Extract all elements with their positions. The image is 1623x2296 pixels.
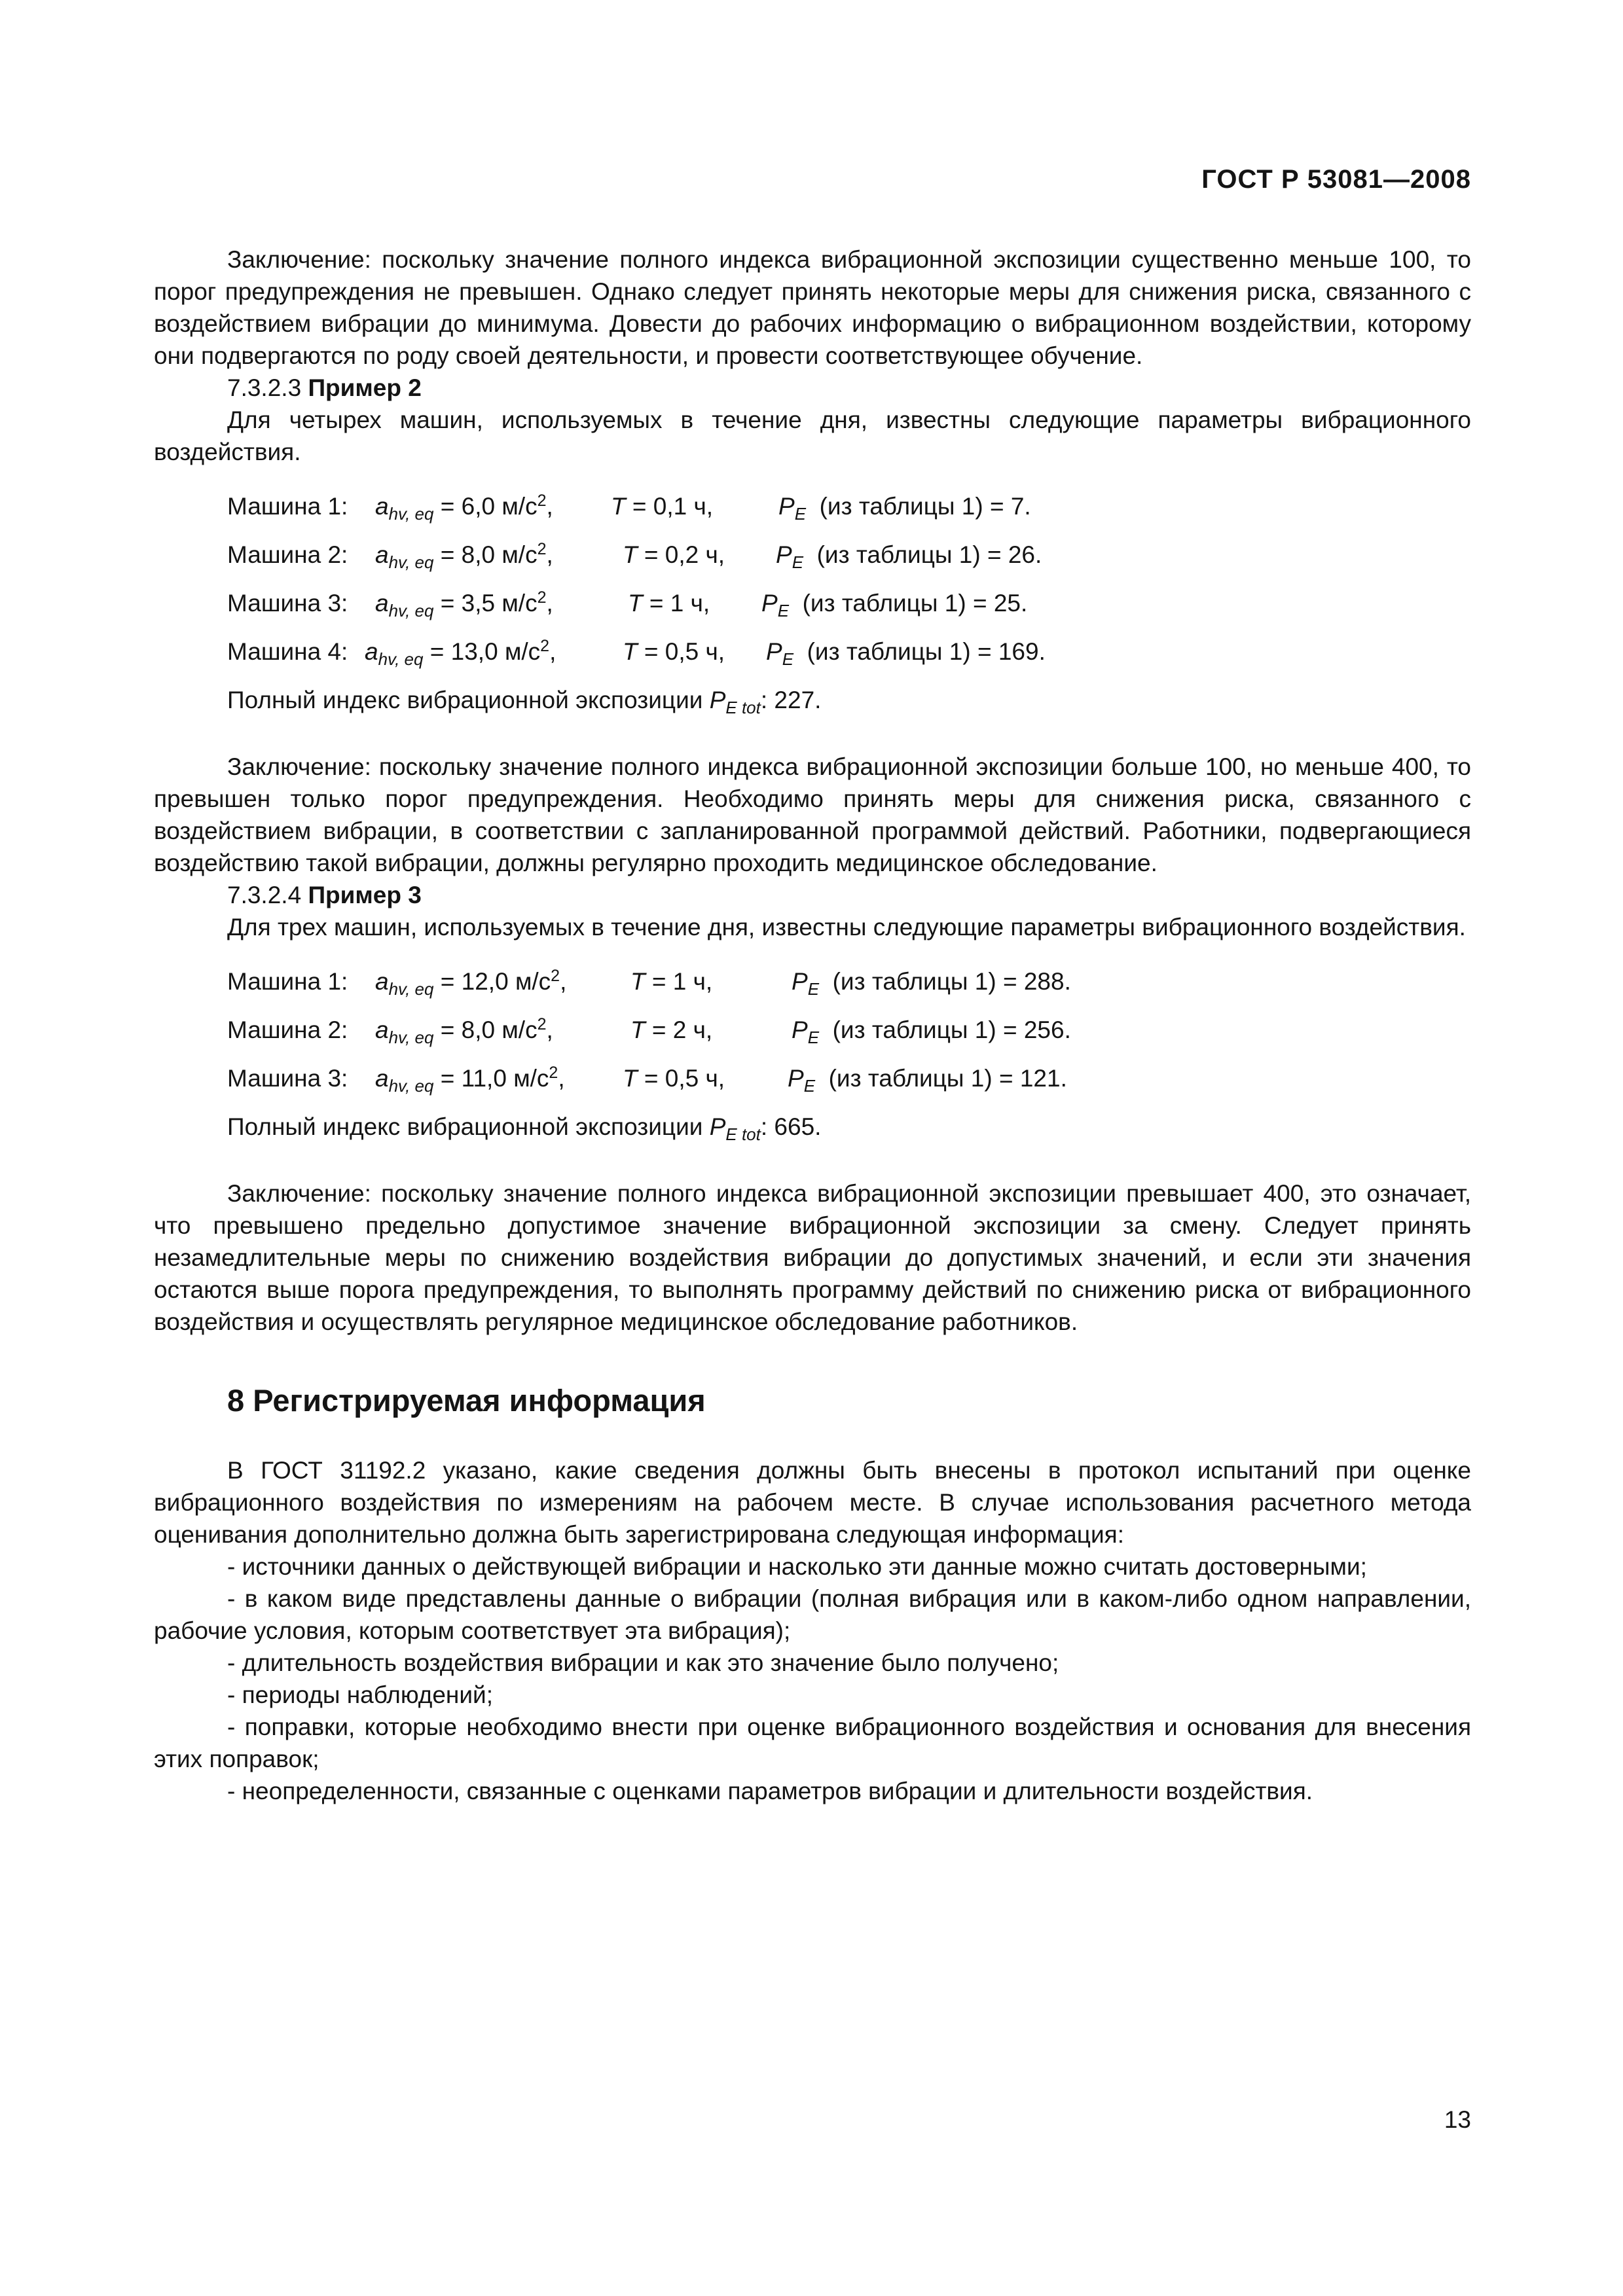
example-2-machine-row	[227, 482, 1471, 531]
example-2-machine-row	[227, 579, 1471, 628]
example-2-total-index: Полный индекс вибрационной экспозиции $P_{E tot}$: 227.	[227, 687, 822, 717]
acceleration-value: $a_{hv, eq} = 11,0$ $м/с^2$,	[375, 1064, 565, 1096]
machine-label: Машина 1:	[227, 493, 348, 520]
section-8-list-item: - источники данных о действующей вибрации и насколько эти данные можно считать достоверными;	[227, 1553, 1367, 1580]
acceleration-value: $a_{hv, eq} = 13,0$ $м/с^2$,	[365, 637, 556, 669]
acceleration-value: $a_{hv, eq} = 8,0$ $м/с^2$,	[375, 540, 553, 572]
example-2-title: Пример 2	[308, 374, 422, 401]
section-8-list-item: - поправки, которые необходимо внести при оценке вибрационного воздействия и основания для внесения этих поправок;	[154, 1713, 1471, 1772]
exposure-points: $P_E$ (из таблицы 1) = 256.	[792, 1016, 1071, 1047]
conclusion-paragraph-1: Заключение: поскольку значение полного индекса вибрационной экспозиции существенно меньше 100, то порог предупреждения не превышен. Однако следует принять некоторые меры для снижения риска, связанного с воздействием вибрации до минимума. Довести до рабочих информацию о вибрационном воздействии, которому они подвергаются по роду своей деятельности, и провести соответствующее обучение.	[154, 246, 1471, 369]
acceleration-value: $a_{hv, eq} = 6,0$ $м/с^2$,	[375, 492, 553, 524]
example-3-title: Пример 3	[308, 882, 422, 908]
exposure-points: $P_E$ (из таблицы 1) = 121.	[788, 1065, 1067, 1096]
machine-label: Машина 2:	[227, 541, 348, 568]
machine-label: Машина 3:	[227, 1065, 348, 1092]
acceleration-value: $a_{hv, eq} = 3,5$ $м/с^2$,	[375, 588, 553, 620]
example-2-intro: Для четырех машин, используемых в течение дня, известны следующие параметры вибрационного воздействия.	[154, 406, 1471, 465]
example-2-heading	[154, 372, 1471, 404]
example-3-number: 7.3.2.4	[227, 882, 302, 908]
duration-value: T = 0,5 ч,	[623, 638, 725, 665]
machine-label: Машина 2:	[227, 1016, 348, 1043]
machine-label: Машина 4:	[227, 638, 348, 665]
section-8-list-item: - периоды наблюдений;	[227, 1681, 493, 1708]
duration-value: T = 1 ч,	[628, 590, 710, 617]
section-8-heading: 8 Регистрируемая информация	[227, 1383, 706, 1418]
exposure-points: $P_E$ (из таблицы 1) = 26.	[776, 541, 1042, 572]
document-id-header: ГОСТ Р 53081—2008	[1201, 165, 1471, 194]
example-2-machine-row	[227, 628, 1471, 676]
acceleration-value: $a_{hv, eq} = 12,0$ $м/с^2$,	[375, 967, 567, 999]
machine-label: Машина 3:	[227, 590, 348, 617]
example-3-machine-list	[227, 958, 1471, 1151]
duration-value: T = 0,2 ч,	[623, 541, 725, 568]
example-2-machine-list	[227, 482, 1471, 725]
example-3-machine-row	[227, 1006, 1471, 1054]
duration-value: T = 0,1 ч,	[611, 493, 714, 520]
duration-value: T = 1 ч,	[630, 968, 713, 995]
exposure-points: $P_E$ (из таблицы 1) = 25.	[761, 590, 1028, 620]
exposure-points: $P_E$ (из таблицы 1) = 288.	[792, 968, 1071, 999]
document-body	[154, 243, 1471, 1807]
duration-value: T = 0,5 ч,	[623, 1065, 725, 1092]
section-8-intro: В ГОСТ 31192.2 указано, какие сведения должны быть внесены в протокол испытаний при оценке вибрационного воздействия по измерениям на рабочем месте. В случае использования расчетного метода оценивания дополнительно должна быть зарегистрирована следующая информация:	[154, 1457, 1471, 1548]
acceleration-value: $a_{hv, eq} = 8,0$ $м/с^2$,	[375, 1015, 553, 1047]
section-8-list-item: - в каком виде представлены данные о вибрации (полная вибрация или в каком-либо одном направлении, рабочие условия, которым соответствует эта вибрация);	[154, 1585, 1471, 1644]
example-3-total-index: Полный индекс вибрационной экспозиции $P_{E tot}$: 665.	[227, 1113, 822, 1144]
example-3-machine-row	[227, 1054, 1471, 1103]
example-3-intro: Для трех машин, используемых в течение дня, известны следующие параметры вибрационного воздействия.	[227, 914, 1466, 941]
page-number: 13	[1444, 2106, 1471, 2133]
example-2-number: 7.3.2.3	[227, 374, 302, 401]
example-2-conclusion: Заключение: поскольку значение полного индекса вибрационной экспозиции больше 100, но меньше 400, то превышен только порог предупреждения. Необходимо принять меры для снижения риска, связанного с воздействием вибрации, в соответствии с запланированной программой действий. Работники, подвергающиеся воздействию такой вибрации, должны регулярно проходить медицинское обследование.	[154, 753, 1471, 876]
exposure-points: $P_E$ (из таблицы 1) = 7.	[778, 493, 1031, 524]
example-3-machine-row	[227, 958, 1471, 1006]
example-3-conclusion: Заключение: поскольку значение полного индекса вибрационной экспозиции превышает 400, это означает, что превышено предельно допустимое значение вибрационной экспозиции за смену. Следует принять незамедлительные меры по снижению воздействия вибрации до допустимых значений, и если эти значения остаются выше порога предупреждения, то выполнять программу действий по снижению риска от вибрационного воздействия и осуществлять регулярное медицинское обследование работников.	[154, 1180, 1471, 1335]
section-8-list-item: - длительность воздействия вибрации и как это значение было получено;	[227, 1649, 1059, 1676]
machine-label: Машина 1:	[227, 968, 348, 995]
exposure-points: $P_E$ (из таблицы 1) = 169.	[766, 638, 1046, 669]
example-3-heading	[154, 879, 1471, 911]
section-8-list-item: - неопределенности, связанные с оценками параметров вибрации и длительности воздействия.	[227, 1778, 1313, 1804]
example-2-machine-row	[227, 531, 1471, 579]
duration-value: T = 2 ч,	[630, 1016, 713, 1043]
document-page	[154, 0, 1471, 2296]
